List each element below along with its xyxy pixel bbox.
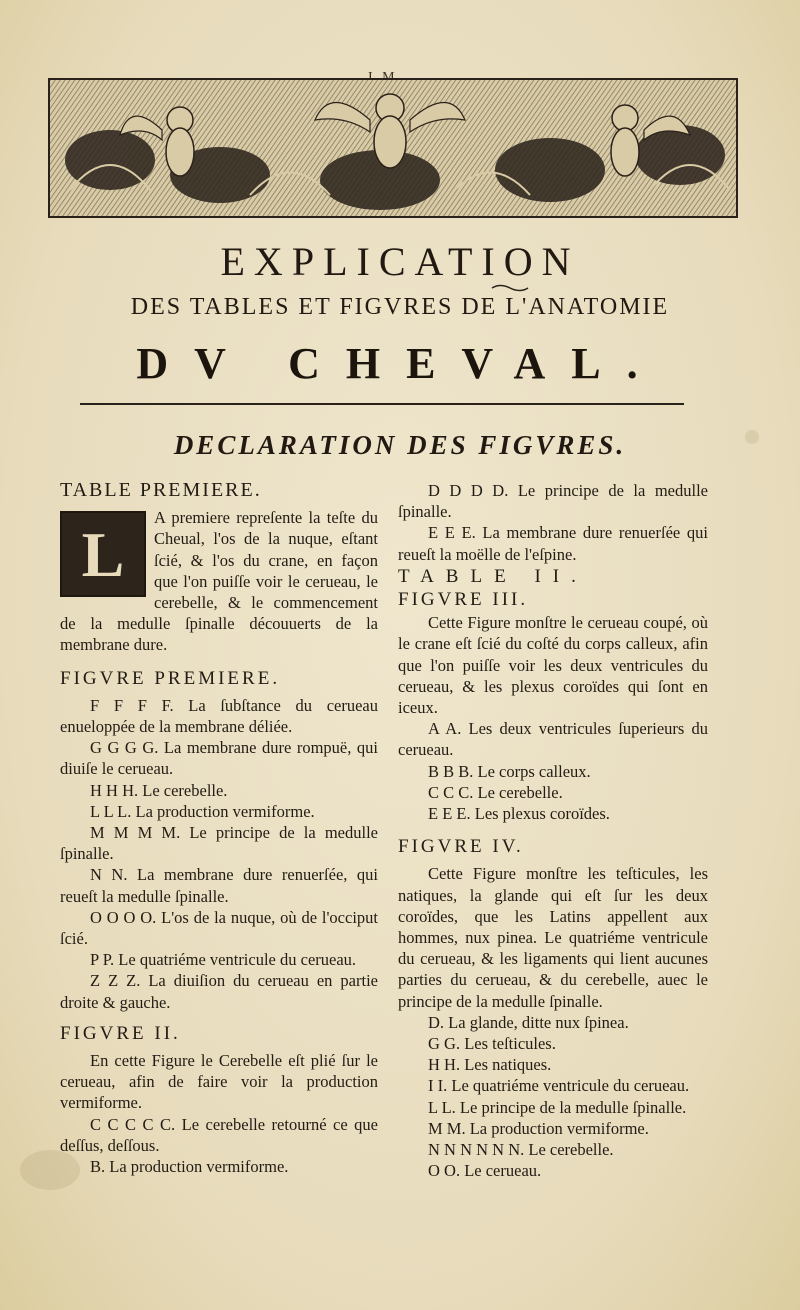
- right-column: [398, 480, 708, 1182]
- figure1-item: F F F F. La ſubſtance du cerueau enueloppée de la membrane déliée.: [60, 695, 378, 737]
- figure4-item: M M. La production vermiforme.: [428, 1118, 649, 1138]
- table-premiere-heading: TABLE PREMIERE.: [60, 479, 262, 501]
- decorated-initial-letter: L: [81, 518, 125, 590]
- figure1-item: L L L. La production vermiforme.: [90, 801, 315, 821]
- figure1-item: Z Z Z. La diuiſion du cerueau en partie droite & gauche.: [60, 971, 378, 1012]
- figure4-item: L L. Le principe de la medulle ſpinalle.: [428, 1097, 687, 1117]
- figure3-intro: Cette Figure monſtre le cerueau coupé, où le crane eſt ſcié du coſté du corps calleux, afin que l'on puiſſe voir les deux ventricules du cerueau, & les plexus coroïdes qui ſont en iceux.: [398, 613, 708, 718]
- figure3-item: C C C. Le cerebelle.: [428, 782, 563, 802]
- intro-paragraph: [60, 507, 378, 655]
- headpiece-engraving: [48, 78, 738, 218]
- figure1-item: O O O O. L'os de la nuque, où de l'occiput ſcié.: [60, 907, 378, 949]
- figure4-item: I I. Le quatriéme ventricule du cerueau.: [428, 1076, 690, 1096]
- figure1-item: M M M M. Le principe de la medulle ſpinalle.: [60, 823, 378, 864]
- figure1-item: H H H. Le cerebelle.: [90, 780, 228, 800]
- figure3-item: A A. Les deux ventricules ſuperieurs du cerueau.: [398, 719, 708, 760]
- figure4-heading: FIGVRE IV.: [398, 836, 524, 858]
- figure4-item: O O. Le cerueau.: [428, 1161, 542, 1181]
- title-explication: EXPLICATION: [220, 239, 580, 284]
- left-column: [60, 480, 378, 1177]
- decorated-initial: [60, 511, 146, 597]
- horizontal-rule: [80, 403, 684, 405]
- figure2-heading: FIGVRE II.: [60, 1022, 181, 1044]
- figure4-item: H H. Les natiques.: [428, 1055, 552, 1075]
- intro-text: A premiere repreſente la teſte du Cheual, l'os de la nuque, eſtant ſcié, & l'os du crane, en façon que l'on puiſſe voir le cerueau, le cerebelle, & le commencement de la medulle ſpinalle découuerts de la membrane dure.: [60, 508, 378, 655]
- table2-heading: TABLE II.: [398, 565, 588, 587]
- cherubs-engraving-icon: [50, 80, 736, 216]
- declaration-heading: DECLARATION DES FIGVRES.: [173, 430, 627, 460]
- title-dv-cheval: DV CHEVAL.: [136, 339, 664, 388]
- figure1-heading: FIGVRE PREMIERE.: [60, 667, 281, 689]
- continued-item: D D D D. Le principe de la medulle ſpinalle.: [398, 481, 708, 522]
- small-ornament-icon: [490, 283, 530, 293]
- figure4-item: D. La glande, ditte nux ſpinea.: [428, 1012, 629, 1032]
- figure3-heading: FIGVRE III.: [398, 589, 529, 611]
- figure3-item: E E E. Les plexus coroïdes.: [428, 804, 610, 824]
- title-subtitle: DES TABLES ET FIGVRES DE L'ANATOMIE: [130, 294, 670, 320]
- figure2-intro: En cette Figure le Cerebelle eſt plié ſur le cerueau, afin de faire voir la production vermiforme.: [60, 1051, 378, 1113]
- figure4-intro: Cette Figure monſtre les teſticules, les natiques, la glande qui eſt ſur les deux coroïdes, que les Latins appellent aux hommes, nux pinea. Le quatriéme ventricule du cerueau, & les ligaments qui lient aucunes parties du cerueau, & du cerebelle, auec le principe de la medulle ſpinalle.: [398, 864, 708, 1011]
- figure1-item: P P. Le quatriéme ventricule du cerueau.: [90, 950, 357, 970]
- figure4-item: G G. Les teſticules.: [428, 1034, 556, 1054]
- figure2-item: C C C C C. Le cerebelle retourné ce que deſſus, deſſous.: [60, 1114, 378, 1155]
- figure1-item: N N. La membrane dure renuerſée, qui reueſt la medulle ſpinalle.: [60, 865, 378, 906]
- figure1-item: G G G G. La membrane dure rompuë, qui diuiſe le cerueau.: [60, 738, 378, 779]
- figure3-item: B B B. Le corps calleux.: [428, 761, 591, 781]
- continued-item: E E E. La membrane dure renuerſée qui reueſt la moëlle de l'eſpine.: [398, 523, 708, 564]
- figure2-item: B. La production vermiforme.: [90, 1157, 289, 1177]
- figure4-item: N N N N N N. Le cerebelle.: [428, 1140, 614, 1160]
